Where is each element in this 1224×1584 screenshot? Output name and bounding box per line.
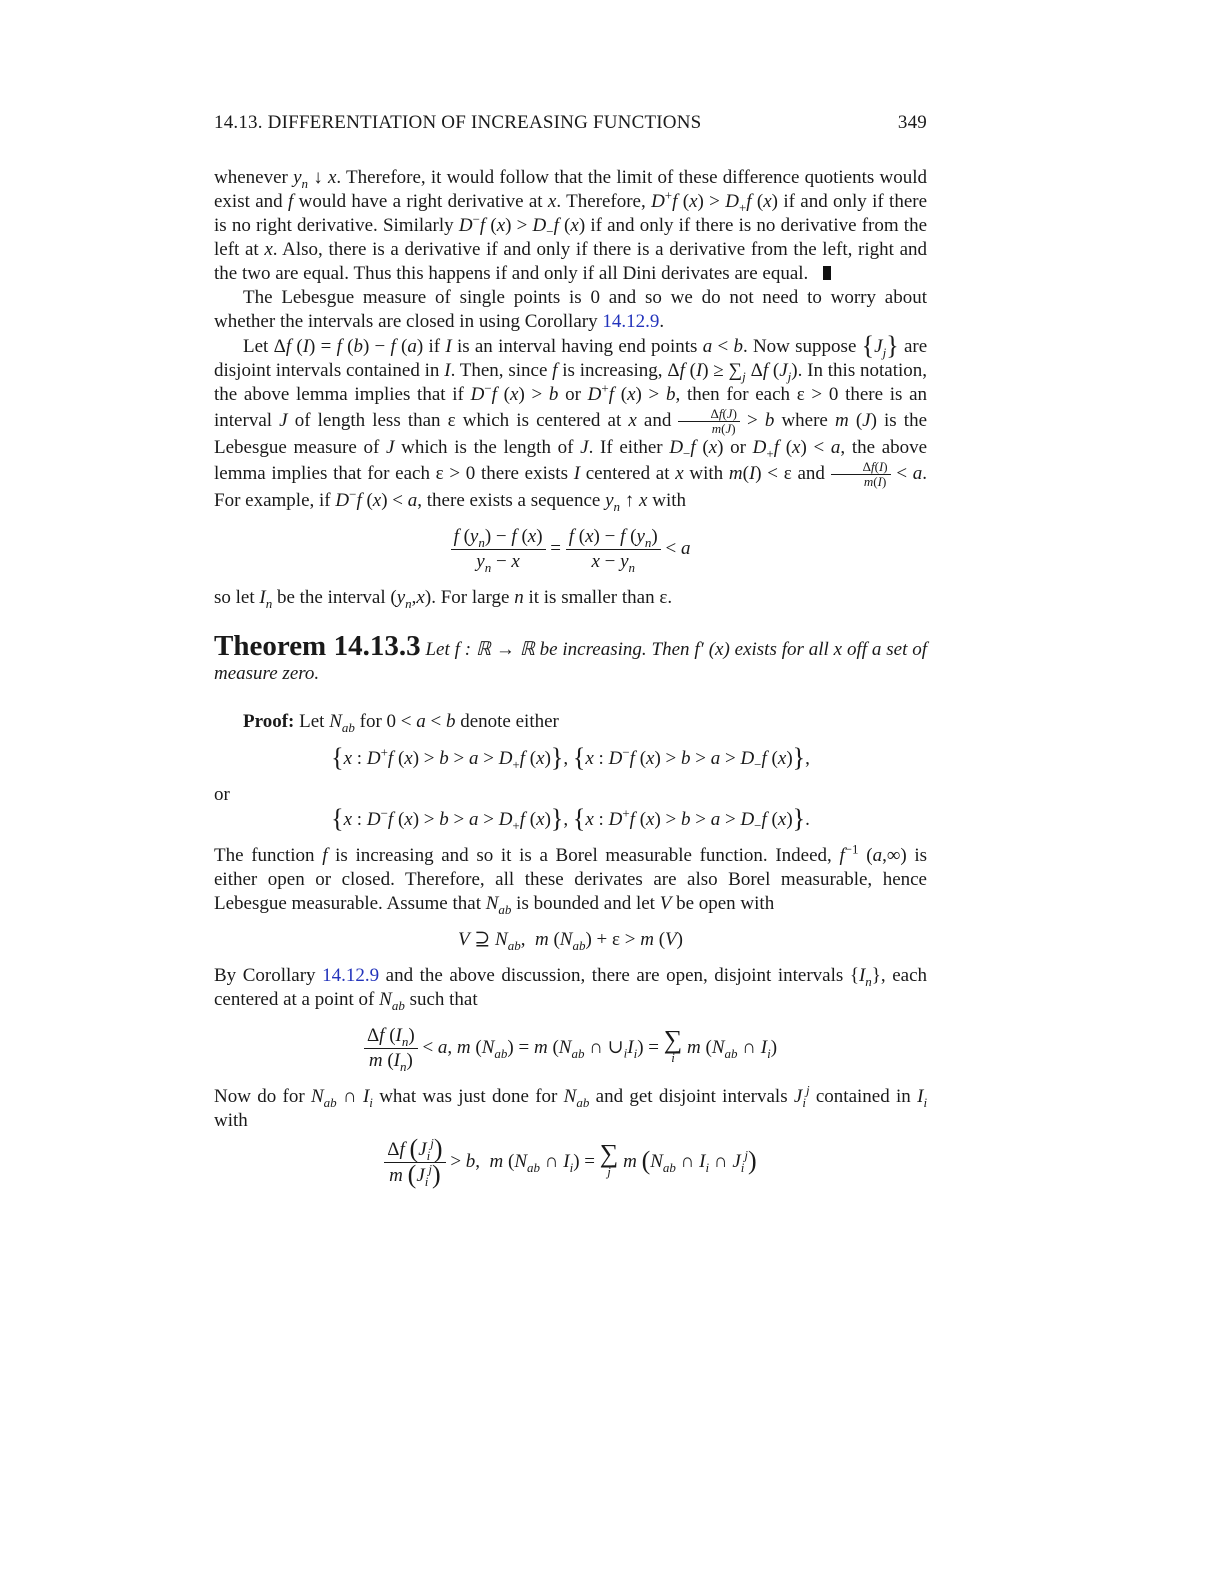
fraction-delta-f-J: $\frac{\Delta f(J)}{m(J)}$: [678, 407, 739, 436]
page-number: 349: [897, 112, 927, 133]
paragraph-3: Let Δf (I) = f (b) − f (a) if I is an interval having end points a < b. Now suppose $\{J_j\}$ are disjoint intervals contained in I. Then, since f is increasing, Δf $(I) \ge \sum_j$ Δf $(J_j)$. In this notation, the above lemma implies that if D−f (x) > b or D+f (x) > b, then for each ε > 0 there is an interval J of length less than ε which is centered at x and $\frac{\Delta f(J)}{m(J)}$ > b where m (J) is the Lebesgue measure of J which is the length of J. If either $D_-f$ (x) or $D_+f$ (x) < a, the above lemma implies that for each ε > 0 there exists I centered at x with m(I) < ε and $\frac{\Delta f(I)}{m(I)}$ < a. For example, if D−f (x) < a, there exists a sequence $y_n$ ↑ x with: [214, 331, 928, 514]
equation-subintervals: $\frac{\Delta f (J_i^j)}{m (J_i^j)}$ > b, m ($N_{ab}$ ∩ $I_i$) = ∑ j m ($N_{ab}$ ∩ $I_i$ ∩ $J_i^j$): [214, 1137, 927, 1188]
equation-set-1: {x : D+f $(x) > b > a > D_+f$ (x)}, {x : D−f $(x) > b > a > D_-f$ (x)},: [331, 743, 810, 772]
corollary-link[interactable]: 14.12.9: [602, 311, 660, 332]
paragraph-7: Now do for $N_{ab}$ ∩ $I_i$ what was just done for $N_{ab}$ and get disjoint intervals $J_i^j$ contained in $I_i$ with: [214, 1082, 928, 1131]
paragraph-4: so let $I_n$ be the interval $(y_n,x)$. For large n it is smaller than ε.: [214, 587, 673, 611]
theorem: Theorem 14.13.3 Let f : ℝ → ℝ be increasing. Then f′ (x) exists for all x off a set of measure zero.: [214, 630, 927, 684]
fraction-delta-f-I: $\frac{\Delta f(I)}{m(I)}$: [831, 460, 891, 489]
equation-open-set: V ⊇ $N_{ab}$, m $(N_{ab}) + \varepsilon > m$ (V): [458, 929, 683, 953]
theorem-label: Theorem 14.13.3: [214, 630, 421, 662]
paragraph-5: The function f is increasing and so it is a Borel measurable function. Indeed, $f^{-1}$ (a,∞) is either open or closed. Therefore, all these derivates are also Borel measurable, hence Lebesgue measurable. Assume that $N_{ab}$ is bounded and let V be open with: [214, 841, 928, 917]
proof-label: Proof:: [243, 711, 295, 732]
paragraph-1: whenever $y_n$ ↓ x. Therefore, it would follow that the limit of these difference quotients would exist and f would have a right derivative at x. Therefore, D+f $(x) > D_+f$ (x) if and only if there is no right derivative. Similarly D−f $(x) > D_-f$ (x) if and only if there is no derivative from the left at x. Also, there is a derivative if and only if there is a derivative from the left, right and the two are equal. Thus this happens if and only if all Dini derivates are equal.: [214, 167, 928, 284]
paragraph-6: By Corollary 14.12.9 and the above discussion, there are open, disjoint intervals $\{I_n\}$, each centered at a point of $N_{ab}$ such that: [214, 965, 928, 1013]
equation-difference-quotient: $\frac{f (y_n) - f (x)}{y_n - x}$ = $\frac{f (x) - f (y_n)}{x - y_n}$ < a: [214, 525, 927, 574]
equation-set-2: {x : D−f $(x) > b > a > D_+f$ (x)}, {x : D+f $(x) > b > a > D_-f$ (x)}.: [331, 804, 810, 833]
running-header: [214, 112, 927, 134]
paragraph-2: The Lebesgue measure of single points is 0 and so we do not need to worry about whether the intervals are closed in using Corollary 14.12.9.: [214, 287, 927, 332]
main-text: [214, 166, 927, 1200]
equation-intervals: $\frac{\Delta f (I_n)}{m (I_n)}$ < a, m $(N_{ab}) = m$ ($N_{ab}$ ∩ $\cup_iI_i$) = ∑ i m ($N_{ab}$ ∩ $I_i$): [214, 1024, 927, 1073]
qed-mark: [823, 266, 831, 280]
corollary-link-2[interactable]: 14.12.9: [322, 965, 380, 986]
or-word: or: [214, 784, 230, 805]
proof-start: Proof: Let $N_{ab}$ for 0 < a < b denote either: [243, 711, 559, 735]
section-title: 14.13. DIFFERENTIATION OF INCREASING FUNCTIONS: [214, 112, 702, 133]
